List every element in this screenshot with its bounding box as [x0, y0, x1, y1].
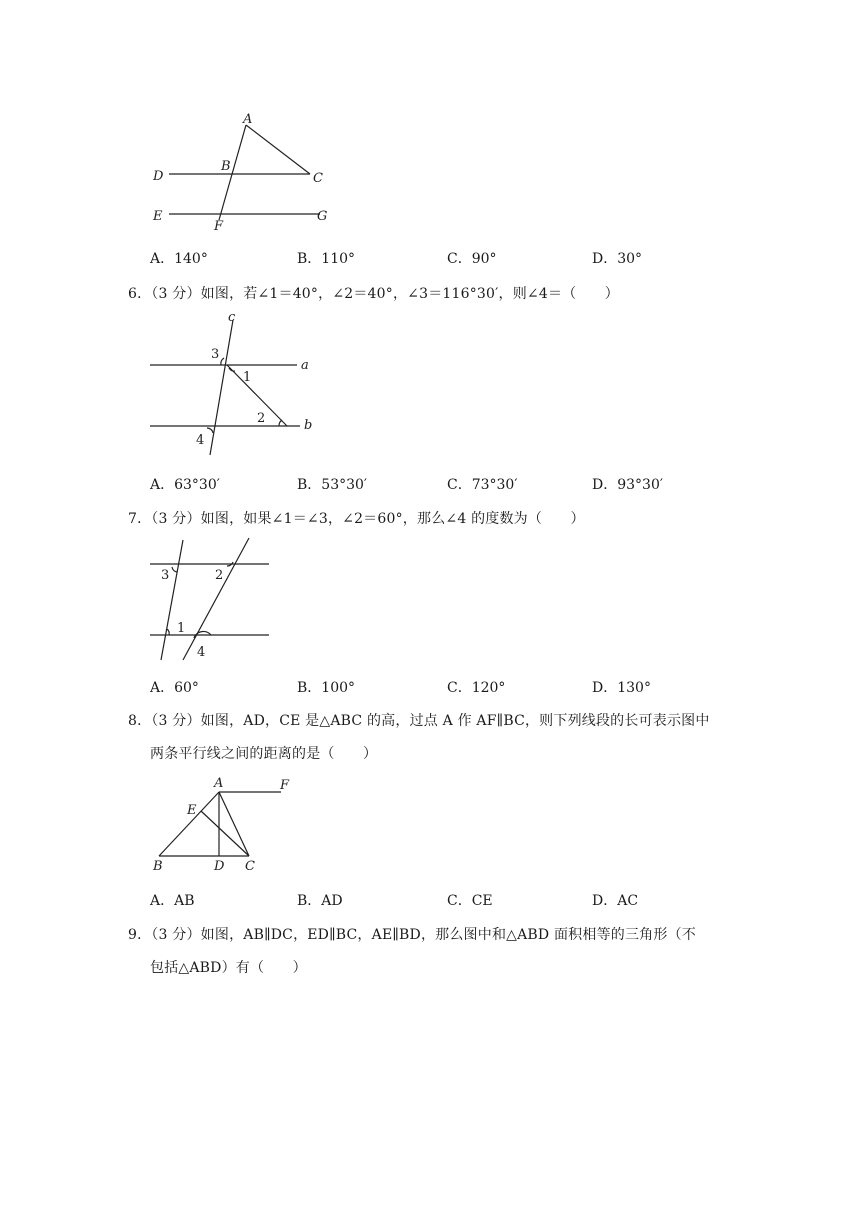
left-transversal: [161, 540, 186, 660]
label-c: c: [228, 310, 236, 325]
q8-stem-line1: 8．（3 分）如图，AD，CE 是△ABC 的高，过点 A 作 AF∥BC，则下列线段的长可表示图中: [128, 713, 710, 729]
label-2: 2: [257, 411, 266, 426]
angle-2-arc: [279, 420, 282, 426]
label-2: 2: [215, 568, 224, 583]
label-a: A: [214, 776, 224, 791]
label-1: 1: [243, 370, 252, 385]
q6-figure: [145, 308, 325, 460]
label-3: 3: [161, 568, 170, 583]
side-ac: [219, 792, 249, 856]
q8-option-d[interactable]: D．AC: [592, 893, 639, 909]
label-f: F: [280, 778, 290, 793]
label-a: A: [243, 112, 253, 127]
side-ab: [159, 792, 219, 856]
q6-option-b[interactable]: B．53°30′: [297, 477, 368, 493]
line-ac: [246, 125, 310, 174]
label-b: B: [153, 859, 163, 874]
label-4: 4: [196, 433, 205, 448]
q5-option-b[interactable]: B．110°: [297, 251, 356, 267]
q8-option-b[interactable]: B．AD: [297, 893, 343, 909]
label-e: E: [153, 209, 163, 224]
label-g: G: [317, 209, 328, 224]
angle-4-arc: [207, 428, 213, 433]
altitude-ce: [201, 811, 249, 856]
line-c: [210, 320, 233, 455]
q7-option-d[interactable]: D．130°: [592, 680, 651, 696]
q8-option-c[interactable]: C．CE: [447, 893, 493, 909]
right-transversal: [183, 538, 249, 660]
q7-figure: [145, 532, 275, 664]
q8-option-a[interactable]: A．AB: [150, 893, 195, 909]
q6-option-d[interactable]: D．93°30′: [592, 477, 664, 493]
q6-option-a[interactable]: A．63°30′: [150, 477, 220, 493]
q5-figure: [145, 108, 345, 234]
q7-option-b[interactable]: B．100°: [297, 680, 356, 696]
q8-stem-line2: 两条平行线之间的距离的是（ ）: [150, 746, 378, 762]
angle-1-arc: [167, 629, 169, 635]
label-e: E: [187, 803, 197, 818]
label-a: a: [301, 358, 309, 373]
q7-stem: 7．（3 分）如图，如果∠1＝∠3，∠2＝60°，那么∠4 的度数为（ ）: [128, 511, 585, 527]
label-f: F: [214, 219, 224, 234]
q5-option-d[interactable]: D．30°: [592, 251, 643, 267]
q6-option-c[interactable]: C．73°30′: [447, 477, 518, 493]
label-1: 1: [177, 621, 186, 636]
q7-option-c[interactable]: C．120°: [447, 680, 506, 696]
label-3: 3: [211, 347, 220, 362]
q9-stem-line2: 包括△ABD）有（ ）: [150, 960, 307, 976]
q8-figure: [145, 770, 305, 878]
q5-option-a[interactable]: A．140°: [150, 251, 208, 267]
label-b: B: [221, 159, 231, 174]
label-d: D: [214, 859, 225, 874]
label-b: b: [304, 418, 313, 433]
label-d: D: [153, 169, 164, 184]
q6-stem: 6．（3 分）如图，若∠1＝40°，∠2＝40°，∠3＝116°30′，则∠4＝（ ）: [128, 286, 619, 302]
q5-option-c[interactable]: C．90°: [447, 251, 497, 267]
q7-option-a[interactable]: A．60°: [150, 680, 199, 696]
label-c: C: [313, 171, 323, 186]
angle-3-arc: [172, 567, 177, 572]
q9-stem-line1: 9．（3 分）如图，AB∥DC，ED∥BC，AE∥BD，那么图中和△ABD 面积相等的三角形（不: [128, 927, 696, 943]
label-c: C: [245, 859, 255, 874]
label-4: 4: [197, 645, 206, 660]
angle-3-arc: [221, 358, 224, 365]
